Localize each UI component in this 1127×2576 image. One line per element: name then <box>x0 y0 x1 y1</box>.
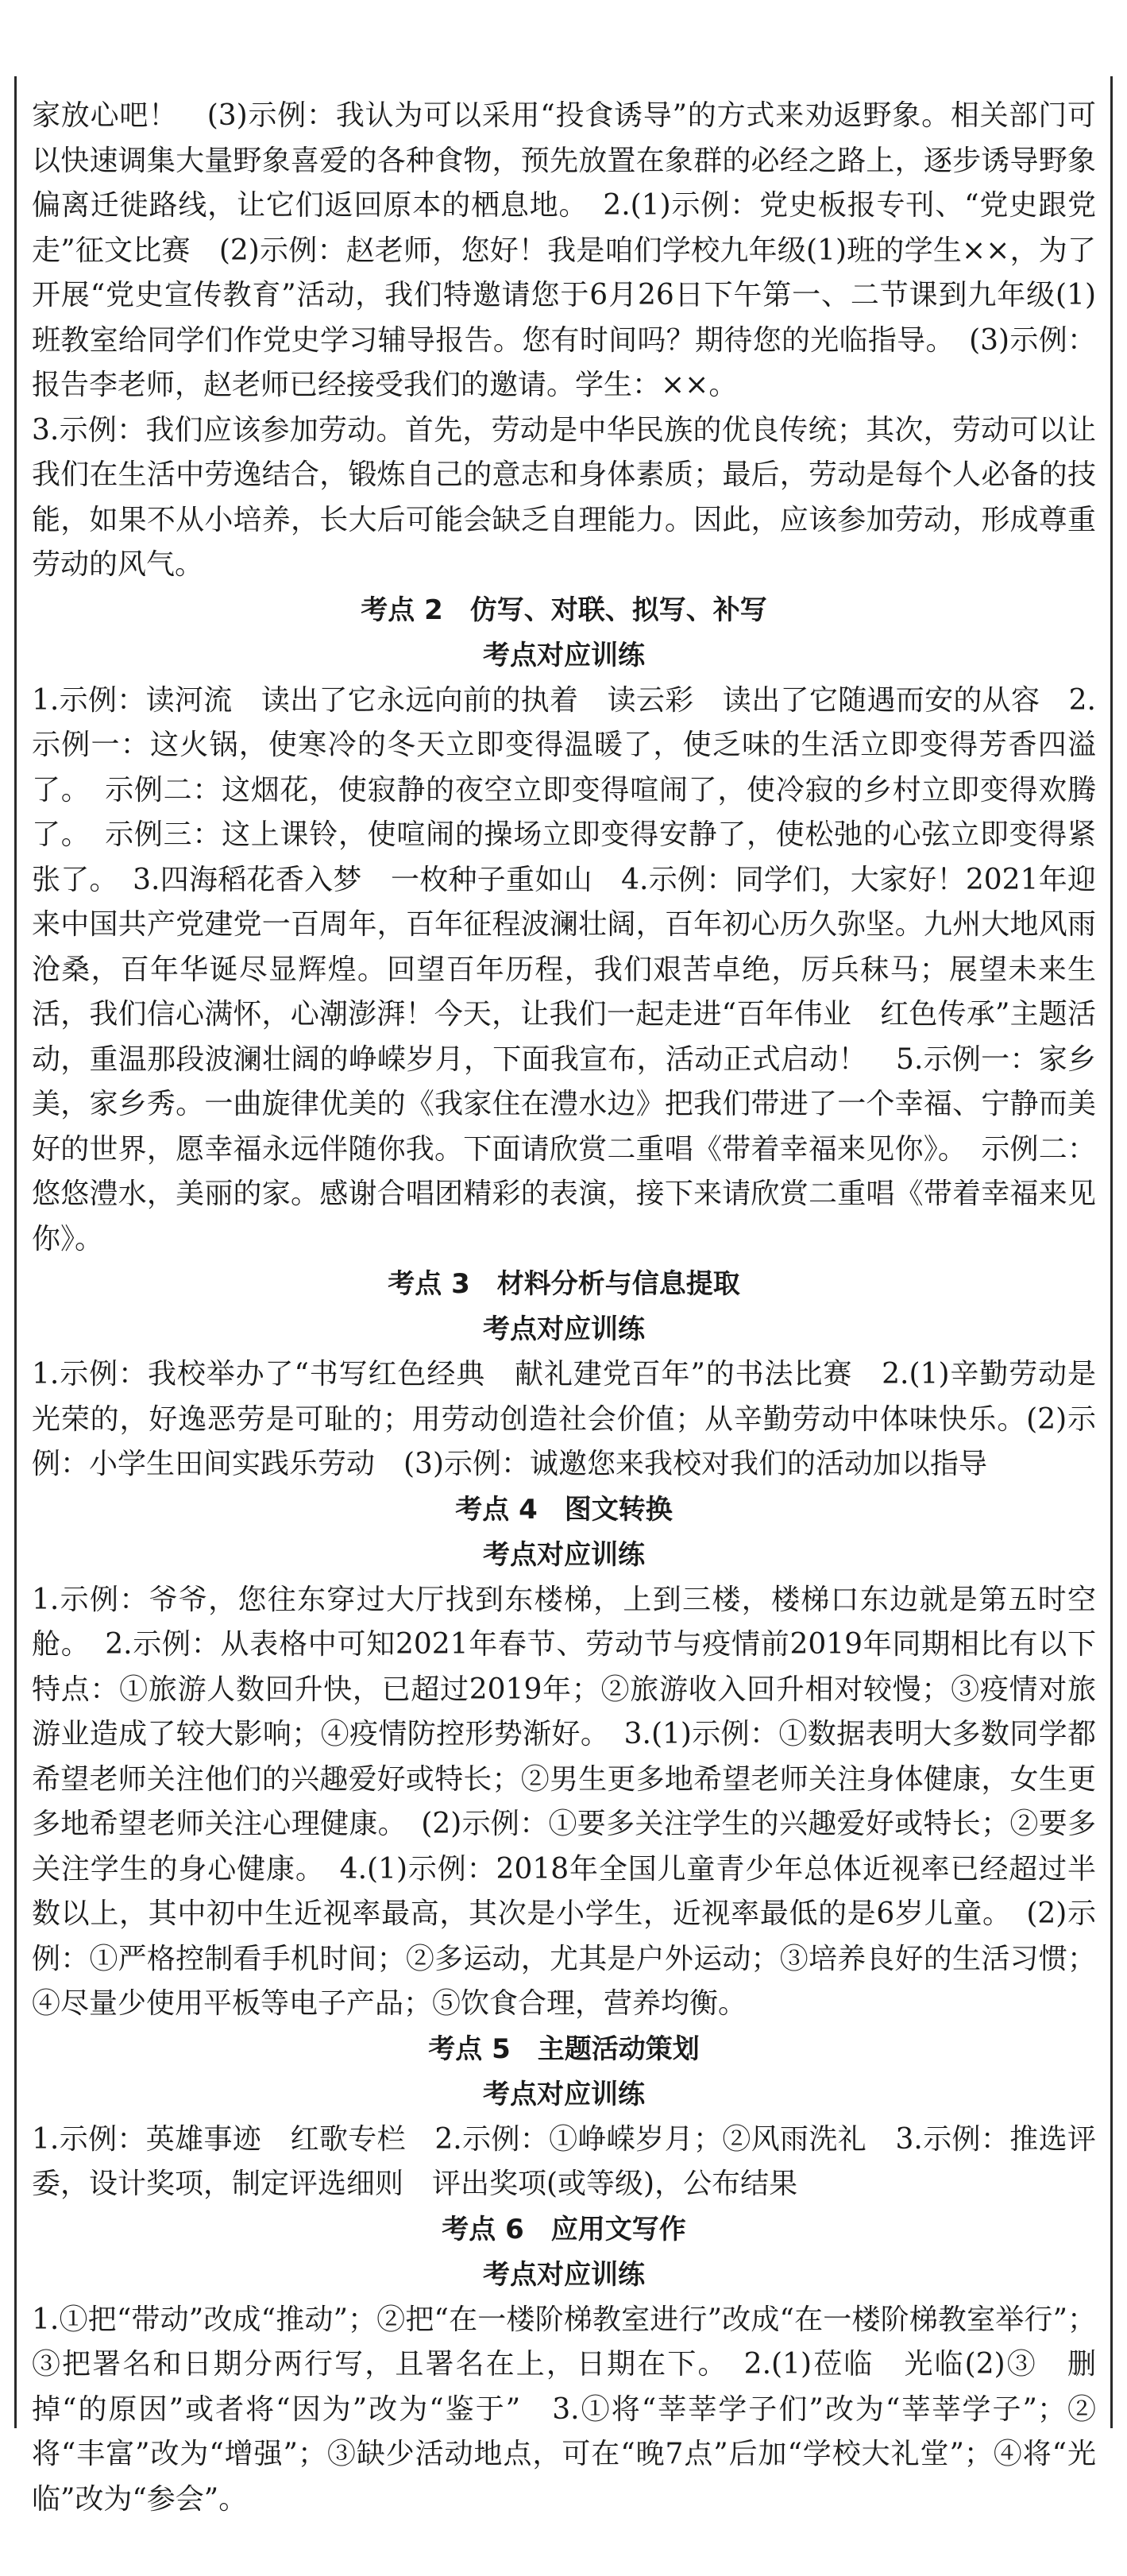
section-title: 考点 6 应用文写作 <box>442 2213 686 2245</box>
section-title: 考点 5 主题活动策划 <box>428 2033 700 2065</box>
section-title: 考点 4 图文转换 <box>455 1493 673 1526</box>
answer-content <box>32 94 1096 2522</box>
answer-paragraph: 家放心吧！ (3)示例：我认为可以采用“投食诱导”的方式来劝返野象。相关部门可以快速调集大量野象喜爱的各种食物，预先放置在象群的必经之路上，逐步诱导野象偏离迁徙路线，让它们返回原本的栖息地。 2.(1)示例：党史板报专刊、“党史跟党走”征文比赛 (2)示例：赵老师，您好！我是咱们学校九年级(1)班的学生××，为了开展“党史宣传教育”活动，我们特邀请您于6月26日下午第一、二节课到九年级(1)班教室给同学们作党史学习辅导报告。您有时间吗？期待您的光临指导。 (3)示例：报告李老师，赵老师已经接受我们的邀请。学生：××。 <box>32 99 1096 401</box>
left-border-line <box>14 76 17 2428</box>
section-title: 考点 3 材料分析与信息提取 <box>388 1268 740 1300</box>
answer-paragraph: 3.示例：我们应该参加劳动。首先，劳动是中华民族的优良传统；其次，劳动可以让我们在生活中劳逸结合，锻炼自己的意志和身体素质；最后，劳动是每个人必备的技能，如果不从小培养，长大后可能会缺乏自理能力。因此，应该参加劳动，形成尊重劳动的风气。 <box>32 413 1096 581</box>
section-title: 考点 2 仿写、对联、拟写、补写 <box>361 594 767 626</box>
right-border-line <box>1110 76 1113 2428</box>
answer-paragraph: 1.示例：我校举办了“书写红色经典 献礼建党百年”的书法比赛 2.(1)辛勤劳动是光荣的，好逸恶劳是可耻的；用劳动创造社会价值；从辛勤劳动中体味快乐。(2)示例：小学生田间实践乐劳动 (3)示例：诚邀您来我校对我们的活动加以指导 <box>32 1358 1096 1480</box>
answer-paragraph: 1.示例：爷爷，您往东穿过大厅找到东楼梯，上到三楼，楼梯口东边就是第五时空舱。 2.示例：从表格中可知2021年春节、劳动节与疫情前2019年同期相比有以下特点：①旅游人数回升快，已超过2019年；②旅游收入回升相对较慢；③疫情对旅游业造成了较大影响；④疫情防控形势渐好。 3.(1)示例：①数据表明大多数同学都希望老师关注他们的兴趣爱好或特长；②男生更多地希望老师关注身体健康，女生更多地希望老师关注心理健康。 (2)示例：①要多关注学生的兴趣爱好或特长；②要多关注学生的身心健康。 4.(1)示例：2018年全国儿童青少年总体近视率已经超过半数以上，其中初中生近视率最高，其次是小学生，近视率最低的是6岁儿童。 (2)示例：①严格控制看手机时间；②多运动，尤其是户外运动；③培养良好的生活习惯；④尽量少使用平板等电子产品；⑤饮食合理，营养均衡。 <box>32 1583 1096 2020</box>
section-subtitle: 考点对应训练 <box>483 2258 645 2291</box>
answer-paragraph: 1.①把“带动”改成“推动”；②把“在一楼阶梯教室进行”改成“在一楼阶梯教室举行”；③把署名和日期分两行写，且署名在上，日期在下。 2.(1)莅临 光临(2)③ 删掉“的原因”或者将“因为”改为“鉴于” 3.①将“莘莘学子们”改为“莘莘学子”；②将“丰富”改为“增强”；③缺少活动地点，可在“晚7点”后加“学校大礼堂”；④将“光临”改为“参会”。 <box>32 2303 1096 2516</box>
section-subtitle: 考点对应训练 <box>483 1313 645 1345</box>
answer-paragraph: 1.示例：英雄事迹 红歌专栏 2.示例：①峥嵘岁月；②风雨洗礼 3.示例：推选评委，设计奖项，制定评选细则 评出奖项(或等级)，公布结果 <box>32 2122 1096 2200</box>
section-subtitle: 考点对应训练 <box>483 1538 645 1571</box>
answer-paragraph: 1.示例：读河流 读出了它永远向前的执着 读云彩 读出了它随遇而安的从容 2.示例一：这火锅，使寒冷的冬天立即变得温暖了，使乏味的生活立即变得芳香四溢了。 示例二：这烟花，使寂静的夜空立即变得喧闹了，使冷寂的乡村立即变得欢腾了。 示例三：这上课铃，使喧闹的操场立即变得安静了，使松弛的心弦立即变得紧张了。 3.四海稻花香入梦 一枚种子重如山 4.示例：同学们，大家好！2021年迎来中国共产党建党一百周年，百年征程波澜壮阔，百年初心历久弥坚。九州大地风雨沧桑，百年华诞尽显辉煌。回望百年历程，我们艰苦卓绝，厉兵秣马；展望未来生活，我们信心满怀，心潮澎湃！今天，让我们一起走进“百年伟业 红色传承”主题活动，重温那段波澜壮阔的峥嵘岁月，下面我宣布，活动正式启动！ 5.示例一：家乡美，家乡秀。一曲旋律优美的《我家住在澧水边》把我们带进了一个幸福、宁静而美好的世界，愿幸福永远伴随你我。下面请欣赏二重唱《带着幸福来见你》。 示例二：悠悠澧水，美丽的家。感谢合唱团精彩的表演，接下来请欣赏二重唱《带着幸福来见你》。 <box>32 683 1096 1255</box>
section-subtitle: 考点对应训练 <box>483 639 645 671</box>
section-subtitle: 考点对应训练 <box>483 2078 645 2110</box>
